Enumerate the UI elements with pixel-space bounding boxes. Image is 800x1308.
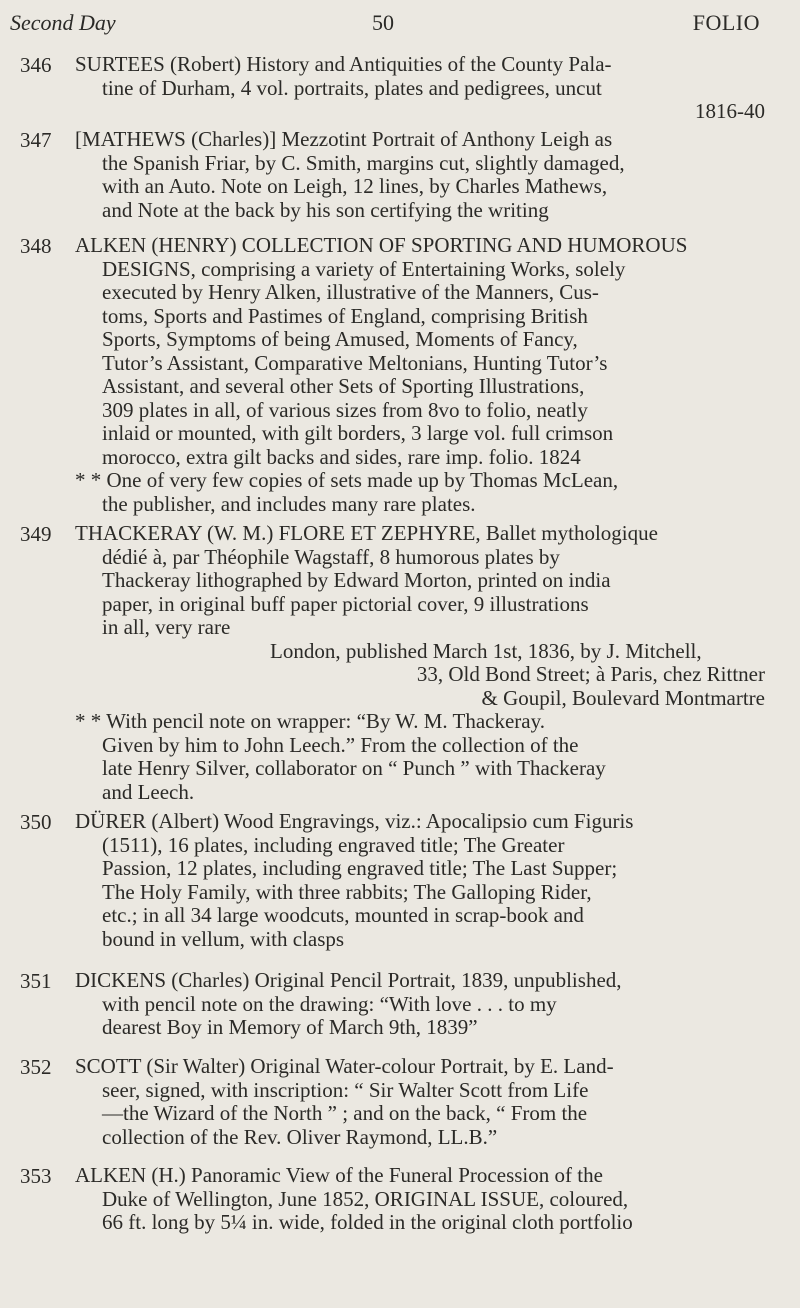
- lot-description: [75, 969, 765, 1040]
- lot-line: collection of the Rev. Oliver Raymond, LL.B.”: [102, 1124, 498, 1149]
- lot-line: with an Auto. Note on Leigh, 12 lines, by Charles Mathews,: [102, 174, 608, 198]
- lot-line: DICKENS (Charles) Original Pencil Portrait, 1839, unpublished,: [75, 968, 622, 992]
- lot-line: ALKEN (HENRY) COLLECTION OF SPORTING AND HUMOROUS: [75, 233, 688, 257]
- lot-line: and Note at the back by his son certifying the writing: [102, 197, 549, 222]
- lot-line: THACKERAY (W. M.) FLORE ET ZEPHYRE, Ballet mythologique: [75, 521, 658, 545]
- lot-date: 1816-40: [695, 99, 765, 123]
- lot-line: The Holy Family, with three rabbits; The Galloping Rider,: [102, 879, 592, 904]
- lot-line: executed by Henry Alken, illustrative of the Manners, Cus-: [102, 280, 599, 304]
- lot-line: with pencil note on the drawing: “With love . . . to my: [102, 991, 557, 1016]
- lot-line: Given by him to John Leech.” From the collection of the: [102, 732, 579, 757]
- lot-number: 350: [20, 810, 52, 834]
- lot-number: 353: [20, 1164, 52, 1188]
- lot-description: [75, 234, 765, 516]
- lot-description: [75, 128, 765, 222]
- lot-line: 66 ft. long by 5¼ in. wide, folded in the original cloth portfolio: [102, 1210, 633, 1234]
- lot-line: Thackeray lithographed by Edward Morton, printed on india: [102, 568, 611, 592]
- lot-line: Sports, Symptoms of being Amused, Moments of Fancy,: [102, 327, 578, 351]
- lot-line: DESIGNS, comprising a variety of Entertaining Works, solely: [102, 256, 626, 281]
- lot-description: [75, 522, 765, 804]
- lot-number: 348: [20, 234, 52, 258]
- lot-line: Tutor’s Assistant, Comparative Meltonians, Hunting Tutor’s: [102, 350, 608, 375]
- lot-line: —the Wizard of the North ” ; and on the back, “ From the: [102, 1101, 588, 1125]
- lot-line: Duke of Wellington, June 1852, ORIGINAL ISSUE, coloured,: [102, 1186, 629, 1211]
- running-header-day: Second Day: [10, 10, 116, 35]
- lot-line: ALKEN (H.) Panoramic View of the Funeral Procession of the: [75, 1163, 603, 1187]
- lot-line: SCOTT (Sir Walter) Original Water-colour Portrait, by E. Land-: [75, 1054, 614, 1078]
- lot-line: DÜRER (Albert) Wood Engravings, viz.: Apocalipsio cum Figuris: [75, 809, 634, 833]
- lot-line: the Spanish Friar, by C. Smith, margins cut, slightly damaged,: [102, 150, 625, 175]
- lot-number: 349: [20, 522, 52, 546]
- lot-line: late Henry Silver, collaborator on “ Punch ” with Thackeray: [102, 756, 606, 780]
- lot-line: [MATHEWS (Charles)] Mezzotint Portrait of Anthony Leigh as: [75, 127, 613, 151]
- running-header-format: FOLIO: [692, 10, 760, 35]
- page-number: 50: [372, 10, 394, 35]
- lot-description: [75, 1164, 765, 1235]
- lot-description: [75, 810, 765, 951]
- lot-line: Passion, 12 plates, including engraved title; The Last Supper;: [102, 856, 618, 880]
- lot-line: tine of Durham, 4 vol. portraits, plates and pedigrees, uncut: [102, 75, 602, 100]
- lot-line: bound in vellum, with clasps: [102, 926, 345, 951]
- lot-number: 352: [20, 1055, 52, 1079]
- lot-line: toms, Sports and Pastimes of England, comprising British: [102, 303, 588, 328]
- lot-line: 309 plates in all, of various sizes from 8vo to folio, neatly: [102, 397, 588, 422]
- lot-number: 351: [20, 969, 52, 993]
- lot-line: etc.; in all 34 large woodcuts, mounted in scrap-book and: [102, 903, 584, 927]
- lot-line: seer, signed, with inscription: “ Sir Walter Scott from Life: [102, 1077, 589, 1102]
- lot-line: inlaid or mounted, with gilt borders, 3 large vol. full crimson: [102, 421, 614, 445]
- lot-line: SURTEES (Robert) History and Antiquities of the County Pala-: [75, 52, 612, 76]
- lot-line: dédié à, par Théophile Wagstaff, 8 humorous plates by: [102, 544, 560, 569]
- lot-description: [75, 53, 765, 124]
- lot-number: 346: [20, 53, 52, 77]
- lot-imprint: London, published March 1st, 1836, by J. Mitchell,: [270, 638, 702, 663]
- lot-line: in all, very rare: [102, 615, 231, 639]
- lot-line: the publisher, and includes many rare plates.: [102, 491, 476, 516]
- lot-imprint: & Goupil, Boulevard Montmartre: [481, 685, 765, 710]
- lot-description: [75, 1055, 765, 1149]
- lot-line: Assistant, and several other Sets of Sporting Illustrations,: [102, 374, 585, 398]
- lot-line: and Leech.: [102, 779, 195, 804]
- lot-note: * * One of very few copies of sets made up by Thomas McLean,: [75, 468, 619, 492]
- lot-line: morocco, extra gilt backs and sides, rare imp. folio. 1824: [102, 444, 581, 469]
- lot-line: paper, in original buff paper pictorial cover, 9 illustrations: [102, 591, 589, 616]
- lot-line: (1511), 16 plates, including engraved title; The Greater: [102, 832, 565, 857]
- lot-line: dearest Boy in Memory of March 9th, 1839”: [102, 1015, 478, 1039]
- lot-imprint: 33, Old Bond Street; à Paris, chez Rittner: [416, 662, 765, 686]
- lot-note: * * With pencil note on wrapper: “By W. M. Thackeray.: [75, 709, 545, 733]
- lot-number: 347: [20, 128, 52, 152]
